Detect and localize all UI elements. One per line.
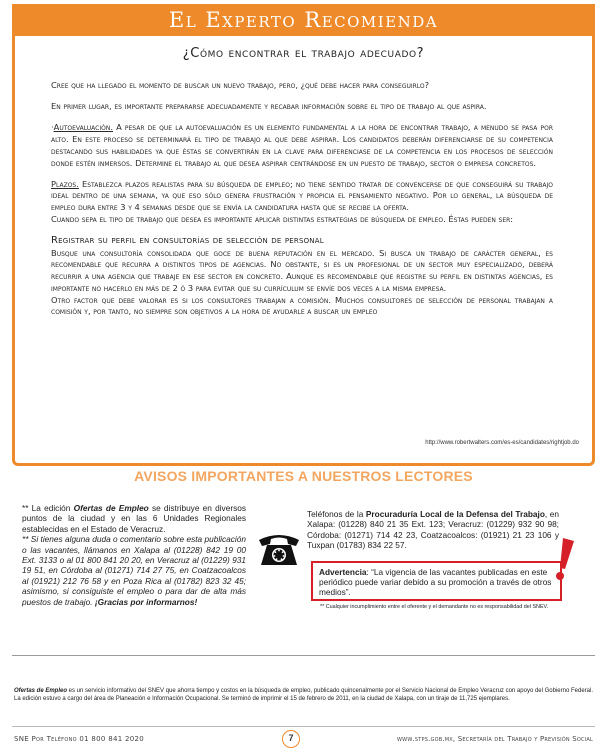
sne-info	[14, 688, 596, 704]
sne-info-text: es un servicio informativo del SNEV que ahorra tiempo y costos en la búsqueda de empleo, publicado quincenalmente por el Servicio Nacional de Empleo Veracruz con apoyo del Gobierno Federal. La edición estuvo a cargo del área de Planeación e Información Ocupacional. Se terminó de imprimir el 15 de febrero de 2011, en la ciudad de Xalapa, con un tiraje de 11,725 ejemplares.	[14, 688, 593, 702]
procuraduria-prefix: Teléfonos de la	[307, 509, 366, 519]
sne-info-publication: Ofertas de Empleo	[14, 688, 68, 694]
procuraduria-name: Procuraduría Local de la Defensa del Trabajo	[365, 509, 545, 519]
divider	[12, 655, 595, 656]
exclamation-icon	[550, 537, 576, 583]
footer-divider	[12, 726, 595, 727]
autoevaluacion-label: Autoevaluación.	[53, 122, 113, 133]
distribution-note	[22, 503, 246, 534]
article-subheading: Registrar su perfil en consultorías de selección de personal	[51, 235, 324, 247]
article-intro: Cree que ha llegado el momento de buscar un nuevo trabajo, pero, ¿qué debe hacer para conseguirlo?	[51, 80, 430, 90]
contact-note	[22, 534, 246, 607]
plazos-label: Plazos.	[51, 178, 79, 189]
contact-note-text: ** Si tienes alguna duda o comentario sobre esta publicación o las vacantes, llámanos en Xalapa al (01228) 842 19 00 Ext. 3133 o al 01 800 841 20 20, en Veracruz al (01229) 931 19 51, en Córdoba al (01271) 714 27 75, en Coatzacoalcos al (01921) 212 76 58 y en Poza Rica al (01782) 823 32 45; asimismo, si consiguiste el empleo o para dar de alta más puestos de trabajo.	[22, 534, 246, 607]
warning-label: Advertencia	[319, 567, 367, 577]
avisos-title: AVISOS IMPORTANTES A NUESTROS LECTORES	[134, 468, 473, 484]
comision-paragraph: Otro factor que debe valorar es si los consultores trabajan a comisión. Muchos consultores de selección de personal trabajan a comisión y, por tanto, no siempre son objetivos a la hora de ayudarle a buscar un empleo	[51, 294, 553, 317]
avisos-left-column	[22, 503, 246, 607]
source-url: http://www.robertwalters.com/es-es/candidates/rightjob.do	[425, 440, 579, 446]
consultoria-paragraph: Busque una consultoría consolidada que goce de buena reputación en el mercado. Si busca un trabajo de carácter general, es recomendable que recurra a distintos tipos de agencias. No obstante, si es un profesional de un sector muy especializado, deberá recurrir a una agencia que trabaje en ese sector en concreto. Aunque es recomendable que registre su perfil en distintas agencias, es importante no hacerlo en más de 2 ó 3 para evitar que su currículum se envíe dos veces a la misma empresa.	[51, 247, 553, 293]
contact-note-thanks: ¡Gracias por informarnos!	[92, 596, 198, 607]
plazos-paragraph	[51, 179, 553, 214]
disclaimer: ** Cualquier incumplimiento entre el oferente y el demandante no es responsabilidad del SNEV.	[320, 604, 549, 610]
section-header-title: El Experto Recomienda	[168, 8, 439, 32]
article-title: ¿Cómo encontrar el trabajo adecuado?	[182, 46, 425, 61]
procuraduria-contact	[307, 509, 559, 551]
estrategias-paragraph: Cuando sepa el tipo de trabajo que desea es importante aplicar distintas estrategias de búsqueda de empleo. Éstas pueden ser:	[51, 213, 514, 224]
footer-phone: SNE Por Teléfono 01 800 841 2020	[14, 735, 144, 743]
footer-website: www.stps.gob.mx, Secretaría del Trabajo y Previsión Social	[397, 735, 593, 743]
article-paragraph: En primer lugar, es importante prepararse adecuadamente y recabar información sobre el tipo de trabajo al que aspira.	[51, 101, 487, 112]
warning-text: : “La vigencia de las vacantes publicadas en este periódico puede variar debido a su promoción a través de otros medios”.	[319, 567, 552, 597]
warning-box	[311, 561, 562, 601]
plazos-text: Establezca plazos realistas para su búsqueda de empleo; no tiene sentido tratar de convencerse de que conseguirá su trabajo ideal dentro de una semana, ya que eso sólo genera frustración y propicia el pensamiento negativo. Por lo general, la búsqueda de empleo dura entre 3 y 4 semanas desde que se envía la candidatura hasta que se recibe la oferta.	[51, 178, 553, 213]
section-header	[12, 4, 595, 36]
distribution-note-text: se distribuye en diversos puntos de la ciudad y en las 6 Unidades Regionales establecidas en el Estado de Veracruz.	[22, 503, 246, 534]
autoevaluacion-paragraph: ·Autoevaluación. A pesar de que la autoevaluación es un elemento fundamental a la hora de encontrar trabajo, a menudo se pasa por alto. En este proceso se determinará el tipo de trabajo al que debe aspirar. Los candidatos deberán diferenciarse de su competencia destacando sus habilidades ya que éstas se convertirán en la clave para diferenciase de la competencia en los procesos de selección donde estén inmersos. Determine el trabajo al que desea aspirar centrándose en un puesto de trabajo, sector o empresa concretos.	[51, 122, 553, 168]
telephone-icon	[255, 528, 303, 568]
article-body	[51, 80, 553, 318]
procuraduria-phones: , en Xalapa: (01228) 840 21 35 Ext. 123; Veracruz: (01229) 932 90 98; Córdoba: (01271) 714 42 23, Coatzacoalcos: (01921) 21 23 106 y Tuxpan (01783) 834 22 57.	[307, 509, 559, 551]
distribution-note-prefix: ** La edición	[22, 503, 74, 513]
publication-name: Ofertas de Empleo	[73, 503, 149, 513]
page-number: 7	[282, 730, 300, 748]
autoevaluacion-text: A pesar de que la autoevaluación es un elemento fundamental a la hora de encontrar trabajo, a menudo se pasa por alto. En este proceso se determinará el tipo de trabajo al que debe aspirar. Los candidatos deberán diferenciarse de su competencia destacando sus habilidades ya que éstas se convertirán en la clave para diferenciase de la competencia en los procesos de selección donde estén inmersos. Determine el trabajo al que desea aspirar centrándose en un puesto de trabajo, sector o empresa concretos.	[51, 122, 553, 168]
